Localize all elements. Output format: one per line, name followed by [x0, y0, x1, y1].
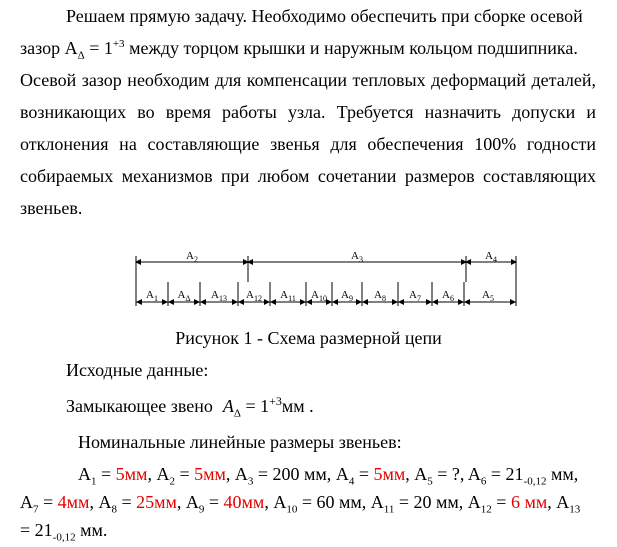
subscript: 8: [111, 503, 117, 516]
label-a9: $A_9$: [341, 289, 353, 303]
text: A: [335, 464, 349, 484]
subscript: 12: [480, 503, 492, 516]
text: = 21: [20, 520, 53, 540]
sizes-line-1: [78, 464, 579, 488]
value-highlight: 40мм: [223, 492, 265, 512]
text: между торцом крышки и наружным кольцом подшипника.: [124, 38, 578, 58]
text: A: [467, 464, 481, 484]
text: A: [414, 464, 428, 484]
subscript: 9: [198, 503, 205, 516]
subscript: 6: [480, 475, 487, 488]
text: ,: [264, 492, 274, 512]
subscript: 3: [247, 475, 254, 488]
label-a2: $A_2$: [186, 250, 198, 264]
subscript: 2: [169, 475, 175, 488]
label-a13: $A_{13}$: [211, 289, 227, 303]
text: =: [116, 492, 137, 512]
value-highlight: 4мм: [57, 492, 90, 512]
subscript: 10: [286, 503, 298, 516]
value-highlight: 6 мм: [510, 492, 548, 512]
intro-line-1: Решаем прямую задачу. Необходимо обеспечить при сборке осевой: [66, 6, 583, 26]
subscript: 4: [348, 475, 355, 488]
text: A: [222, 396, 234, 416]
text: ,: [405, 464, 415, 484]
initial-data-label: Исходные данные:: [66, 360, 209, 380]
closing-link-line: [66, 394, 314, 420]
label-a4: $A_4$: [485, 250, 497, 264]
label-a11: $A_{11}$: [280, 289, 296, 303]
subscript: 7: [33, 503, 39, 516]
label-a6: $A_6$: [442, 289, 454, 303]
label-a3: $A_3$: [351, 250, 363, 264]
label-a5: $A_5$: [482, 289, 494, 303]
subscript: Δ: [77, 49, 85, 62]
text: =: [174, 464, 195, 484]
subscript: 13: [569, 503, 581, 516]
text: =: [491, 492, 511, 512]
sizes-line-3: [20, 520, 108, 544]
superscript: +3: [112, 38, 125, 50]
text: A: [556, 492, 570, 512]
superscript: +3: [269, 394, 282, 408]
text: мм .: [281, 396, 314, 416]
subscript: 11: [383, 503, 395, 516]
text: ,: [225, 464, 235, 484]
label-a12: $A_{12}$: [246, 289, 262, 303]
sizes-line-2: [20, 492, 581, 516]
text: = 1: [84, 38, 113, 58]
text: ,: [147, 464, 157, 484]
text: A: [156, 464, 170, 484]
text: A: [273, 492, 287, 512]
text: =: [96, 464, 116, 484]
value-highlight: 5мм: [194, 464, 226, 484]
label-a-delta: $A_\Delta$: [177, 289, 191, 303]
text: A: [185, 492, 199, 512]
text: A: [20, 492, 33, 512]
text: зазор A: [20, 38, 78, 58]
text: A: [370, 492, 384, 512]
subscript: Δ: [233, 407, 241, 420]
text: A: [78, 464, 91, 484]
nominal-sizes-title: Номинальные линейные размеры звеньев:: [78, 432, 402, 452]
intro-line-2: [20, 32, 596, 64]
value-highlight: 5мм: [115, 464, 148, 484]
text: A: [98, 492, 112, 512]
text: = 20 мм,: [394, 492, 468, 512]
text: =: [38, 492, 58, 512]
subscript: 5: [427, 475, 433, 488]
text: =: [204, 492, 224, 512]
subscript: 1: [91, 475, 97, 488]
text: = 21: [486, 464, 524, 484]
bottom-labels: [146, 289, 494, 303]
figure-caption: Рисунок 1 - Схема размерной цепи: [175, 328, 442, 348]
text: = 1: [240, 396, 270, 416]
label-a7: $A_7$: [409, 289, 421, 303]
value-highlight: 5мм: [373, 464, 406, 484]
text: = ?,: [432, 464, 468, 484]
text: ,: [89, 492, 99, 512]
text: = 200 мм,: [253, 464, 336, 484]
text: ,: [547, 492, 557, 512]
intro-paragraph: [20, 0, 596, 224]
label-a8: $A_8$: [374, 289, 386, 303]
label-a1: $A_1$: [146, 289, 158, 303]
subscript: -0,12: [523, 475, 547, 488]
dimension-chain-diagram: [130, 246, 522, 316]
text: ,: [176, 492, 186, 512]
subscript: -0,12: [52, 531, 76, 544]
text: мм.: [75, 520, 108, 540]
text: мм,: [546, 464, 579, 484]
value-highlight: 25мм: [136, 492, 177, 512]
text: Замыкающее звено: [66, 396, 213, 416]
intro-rest: Осевой зазор необходим для компенсации тепловых деформаций деталей, возникающих во время работы узла. Требуется назначить допуски и отклонения на составляющие звенья для обеспечения 100% годности собираемых механизмов при любом сочетании размеров составляющих звеньев.: [20, 70, 596, 218]
text: =: [354, 464, 374, 484]
text: = 60 мм,: [297, 492, 371, 512]
text: A: [234, 464, 248, 484]
text: A: [467, 492, 481, 512]
label-a10: $A_{10}$: [311, 289, 327, 303]
